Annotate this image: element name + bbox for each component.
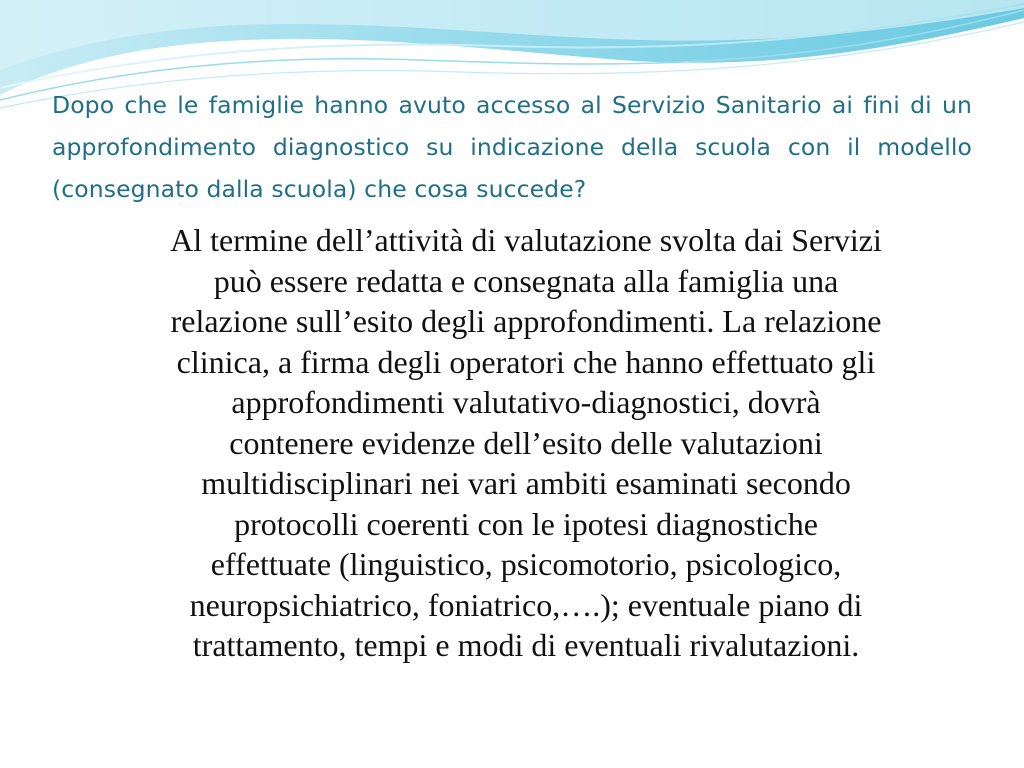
body-line: protocolli coerenti con le ipotesi diagnostiche xyxy=(234,505,818,542)
body-line: trattamento, tempi e modi di eventuali rivalutazioni. xyxy=(192,627,860,663)
body-line: effettuate (linguistico, psicomotorio, psicologico, xyxy=(210,546,842,582)
body-line: Al termine dell’attività di valutazione svolta dai Servizi xyxy=(170,222,882,258)
slide-title: Dopo che le famiglie hanno avuto accesso al Servizio Sanitario ai fini di un approfondimento diagnostico su indicazione della scuola con il modello (consegnato dalla scuola) che cosa succede? xyxy=(52,91,972,203)
body-line: può essere redatta e consegnata alla famiglia una xyxy=(213,262,839,299)
body-line: neuropsichiatrico, foniatrico,….); eventuale piano di xyxy=(189,586,863,623)
body-line: contenere evidenze dell’esito delle valutazioni xyxy=(229,424,823,461)
body-line: approfondimenti valutativo-diagnostici, dovrà xyxy=(231,384,821,420)
body-line: clinica, a firma degli operatori che hanno effettuato gli xyxy=(176,343,876,380)
body-line: multidisciplinari nei vari ambiti esaminati secondo xyxy=(201,465,851,501)
slide-body xyxy=(76,220,976,666)
body-line: relazione sull’esito degli approfondimenti. La relazione xyxy=(170,303,882,339)
